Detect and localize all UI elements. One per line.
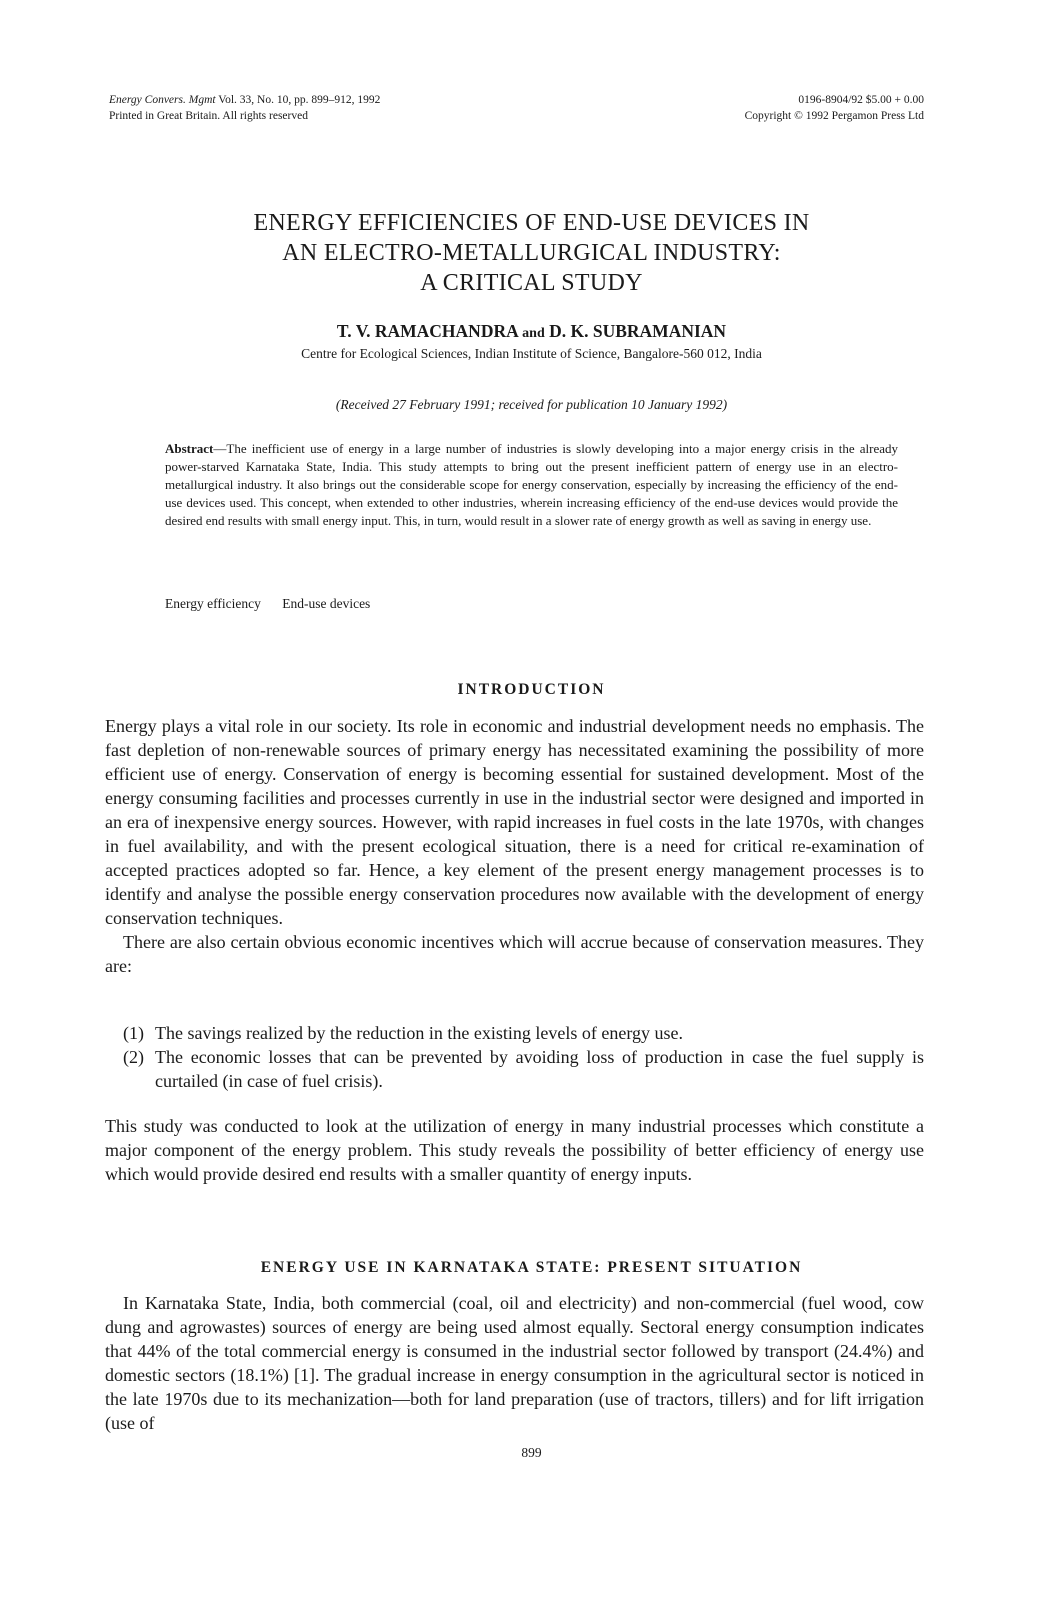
received-dates: (Received 27 February 1991; received for publication 10 January 1992) (335, 397, 728, 412)
section-heading-introduction: INTRODUCTION (457, 681, 606, 698)
journal-volume: Vol. 33, No. 10, pp. 899–912, 1992 (215, 94, 381, 106)
affiliation: Centre for Ecological Sciences, Indian Institute of Science, Bangalore-560 012, India (301, 346, 762, 361)
paragraph: This study was conducted to look at the utilization of energy in many industrial processes which constitute a major component of the energy problem. This study reveals the possibility of better efficiency of energy use which would provide desired end results with a smaller quantity of energy inputs. (105, 1116, 924, 1184)
issn-price: 0196-8904/92 $5.00 + 0.00 (798, 94, 924, 106)
list-text: The economic losses that can be prevented by avoiding loss of production in case the fuel supply is curtailed (in case of fuel crisis). (155, 1047, 924, 1091)
list-number: (2) (123, 1047, 144, 1067)
abstract-text: —The inefficient use of energy in a large number of industries is slowly developing into a major energy crisis in the already power-starved Karnataka State, India. This study attempts to bring out the present inefficient pattern of energy use in an electro-metallurgical industry. It also brings out the considerable scope for energy conservation, especially by increasing the efficiency of the end-use devices used. This concept, when extended to other industries, wherein increasing efficiency of the end-use devices would provide the desired end results with small energy input. This, in turn, would result in a slower rate of energy growth as well as saving in energy use. (165, 441, 898, 528)
list-item (123, 1045, 924, 1093)
author-name: T. V. RAMACHANDRA (336, 321, 518, 341)
journal-header-right (745, 92, 924, 124)
paragraph: There are also certain obvious economic incentives which will accrue because of conservation measures. They are: (105, 932, 924, 976)
abstract-label: Abstract (165, 441, 214, 456)
incentive-list (123, 1021, 924, 1093)
paragraph: In Karnataka State, India, both commercial (coal, oil and electricity) and non-commercial (fuel wood, cow dung and agrowastes) sources of energy are being used almost equally. Sectoral energy consumption indicates that 44% of the total commercial energy is consumed in the industrial sector followed by transport (24.4%) and domestic sectors (18.1%) [1]. The gradual increase in energy consumption in the agricultural sector is noticed in the late 1970s due to its mechanization—both for land preparation (use of tractors, tillers) and for lift irrigation (use of (105, 1293, 924, 1433)
title-line: A CRITICAL STUDY (420, 270, 643, 296)
copyright-note: Copyright © 1992 Pergamon Press Ltd (744, 110, 924, 122)
printed-note: Printed in Great Britain. All rights reserved (109, 110, 308, 122)
keyword: End-use devices (282, 596, 371, 611)
title-line: AN ELECTRO-METALLURGICAL INDUSTRY: (282, 240, 781, 266)
paper-title (0, 208, 1063, 298)
author-name: D. K. SUBRAMANIAN (549, 321, 727, 341)
list-number: (1) (123, 1023, 144, 1043)
author-conjunction: and (522, 326, 545, 341)
list-item (123, 1021, 924, 1045)
author-list (0, 321, 1063, 342)
title-line: ENERGY EFFICIENCIES OF END-USE DEVICES IN (253, 210, 810, 236)
keywords (165, 596, 388, 612)
journal-name: Energy Convers. Mgmt (109, 94, 216, 106)
list-text: The savings realized by the reduction in the existing levels of energy use. (155, 1023, 684, 1043)
section-heading-energy-use: ENERGY USE IN KARNATAKA STATE: PRESENT SITUATION (260, 1259, 803, 1276)
journal-citation (109, 92, 380, 108)
section-body (105, 1291, 924, 1435)
page-number: 899 (521, 1445, 542, 1460)
introduction-body (105, 714, 924, 978)
abstract (165, 440, 898, 530)
introduction-conclusion (105, 1114, 924, 1186)
keyword: Energy efficiency (165, 596, 261, 611)
paragraph: Energy plays a vital role in our society. Its role in economic and industrial development needs no emphasis. The fast depletion of non-renewable sources of primary energy has necessitated examining the possibility of more efficient use of energy. Conservation of energy is becoming essential for sustained development. Most of the energy consuming facilities and processes currently in use in the industrial sector were designed and imported in an era of inexpensive energy sources. However, with rapid increases in fuel costs in the late 1970s, with changes in fuel availability, and with the present ecological situation, there is a need for critical re-examination of accepted practices adopted so far. Hence, a key element of the present energy management processes is to identify and analyse the possible energy conservation procedures now available with the development of energy conservation techniques. (105, 716, 924, 928)
journal-header-left (109, 92, 380, 124)
